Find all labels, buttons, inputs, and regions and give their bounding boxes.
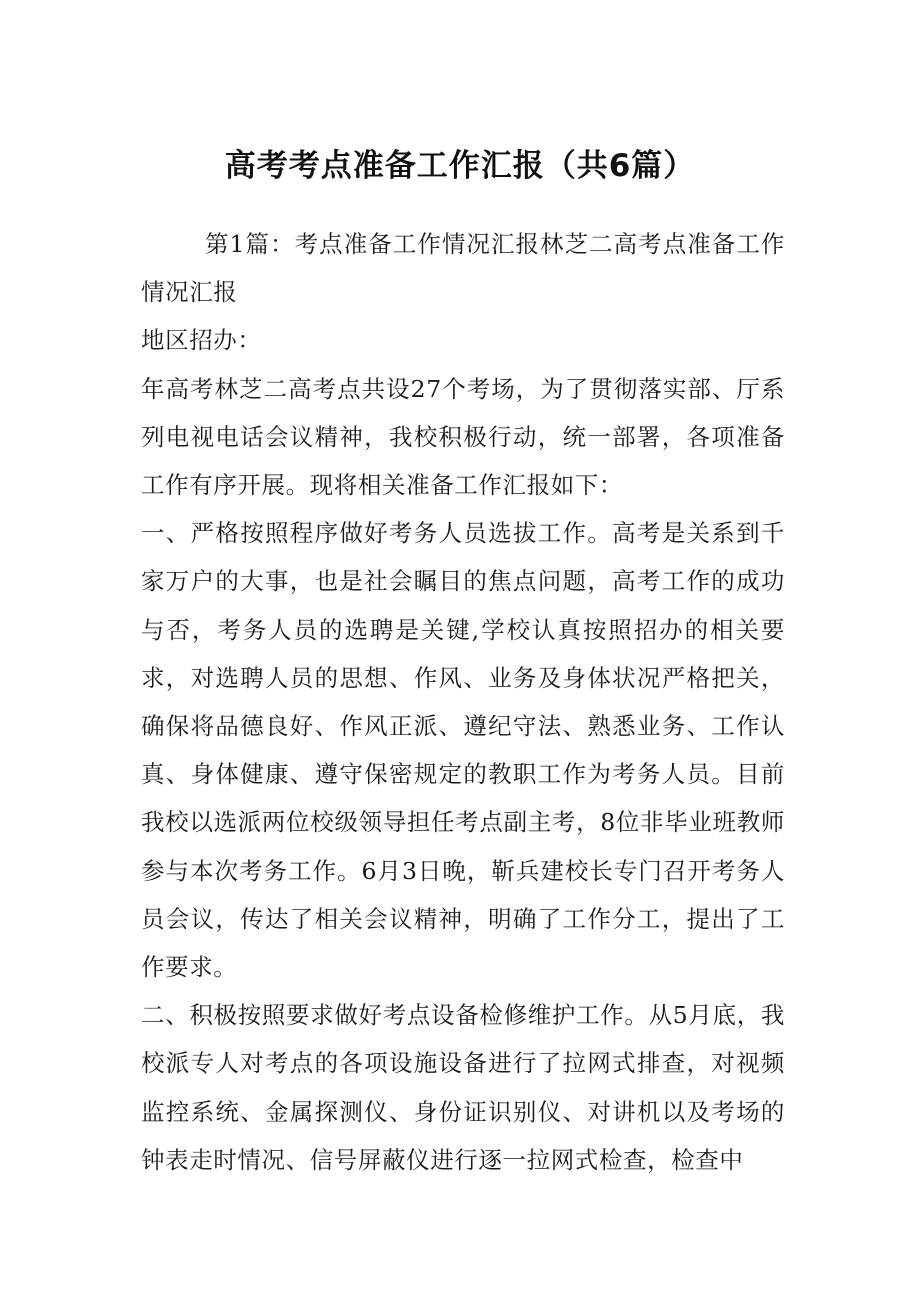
paragraph-section-one: 一、严格按照程序做好考务人员选拔工作。高考是关系到千家万户的大事，也是社会瞩目的焦点问题，高考工作的成功与否，考务人员的选聘是关键,学校认真按照招办的相关要求，对选聘人员的思想、作风、业务及身体状况严格把关，确保将品德良好、作风正派、遵纪守法、熟悉业务、工作认真、身体健康、遵守保密规定的教职工作为考务人员。目前我校以选派两位校级领导担任考点副主考，8位非毕业班教师参与本次考务工作。6月3日晚，靳兵建校长专门召开考务人员会议，传达了相关会议精神，明确了工作分工，提出了工作要求。 — [141, 519, 785, 982]
paragraph-salutation: 地区招办： — [141, 326, 262, 355]
document-title: 高考考点准备工作汇报（共6篇） — [224, 148, 696, 184]
paragraph-intro: 年高考林芝二高考点共设27个考场，为了贯彻落实部、厅系列电视电话会议精神，我校积极行动，统一部署，各项准备工作有序开展。现将相关准备工作汇报如下： — [141, 374, 785, 500]
document-body — [141, 220, 785, 1184]
paragraph-heading: 第1篇：考点准备工作情况汇报林芝二高考点准备工作情况汇报 — [141, 230, 785, 307]
paragraph-section-two: 二、积极按照要求做好考点设备检修维护工作。从5月底，我校派专人对考点的各项设施设备进行了拉网式排查，对视频监控系统、金属探测仪、身份证识别仪、对讲机以及考场的钟表走时情况、信号屏蔽仪进行逐一拉网式检查，检查中 — [141, 1001, 785, 1174]
